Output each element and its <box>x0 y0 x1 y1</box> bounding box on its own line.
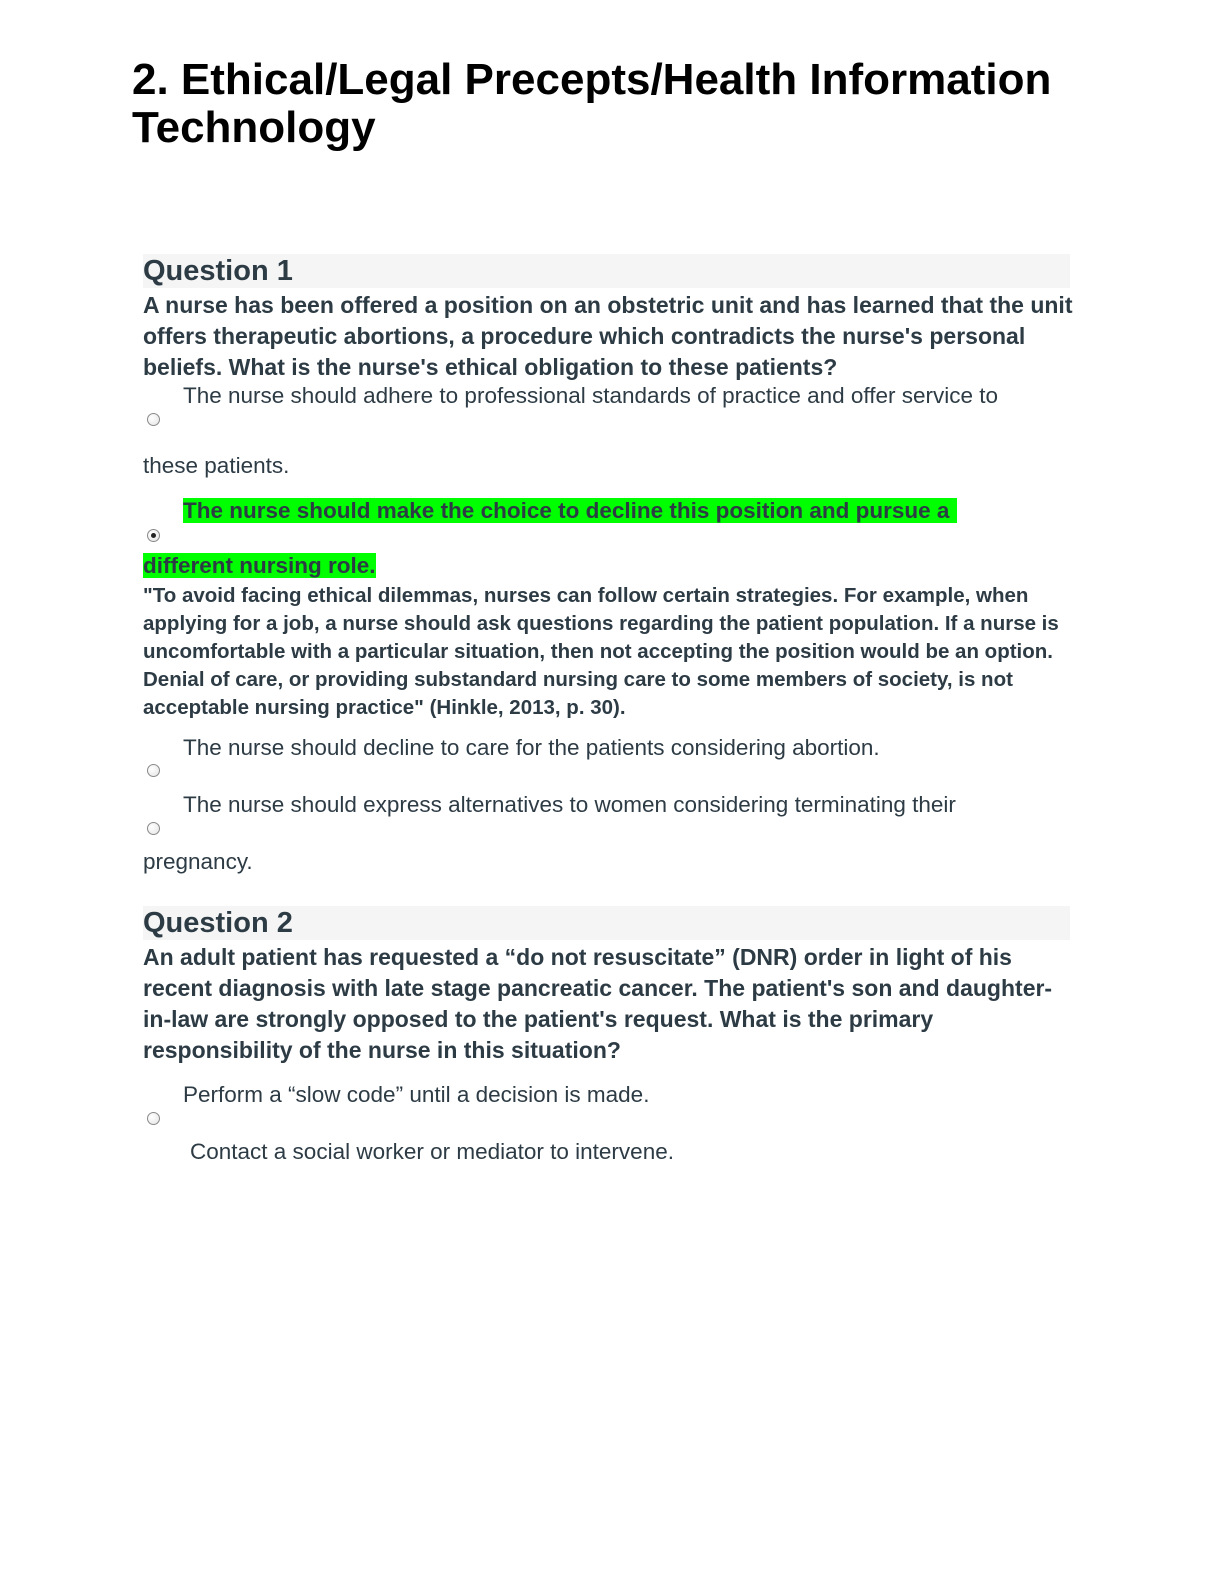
q1-answer-b-text <box>183 497 957 525</box>
q1-answer-b-radio[interactable] <box>147 529 160 542</box>
page-title: 2. Ethical/Legal Precepts/Health Information Technology <box>132 55 1052 152</box>
q1-answer-b-text-cont <box>143 552 376 580</box>
question-2-label: Question 2 <box>143 907 293 939</box>
q1-feedback: "To avoid facing ethical dilemmas, nurses can follow certain strategies. For example, when applying for a job, a nurse should ask questions regarding the patient population. If a nurse is uncomfortable with a particular situation, then not accepting the position would be an option. Denial of care, or providing substandard nursing care to some members of society, is not acceptable nursing practice" (Hinkle, 2013, p. 30). <box>143 584 1059 719</box>
question-2-text: An adult patient has requested a “do not resuscitate” (DNR) order in light of his recent diagnosis with late stage pancreatic cancer. The patient's son and daughter-in-law are strongly opposed to the patient's request. What is the primary responsibility of the nurse in this situation? <box>143 944 1053 1063</box>
q1-answer-b-highlight-cont: different nursing role. <box>143 553 376 578</box>
q1-answer-c-text: The nurse should decline to care for the patients considering abortion. <box>183 735 880 760</box>
q1-answer-d-radio[interactable] <box>147 822 160 835</box>
q2-answer-b-text: Contact a social worker or mediator to intervene. <box>190 1139 674 1164</box>
q2-answer-a-text: Perform a “slow code” until a decision is made. <box>183 1082 650 1107</box>
q1-answer-c-radio[interactable] <box>147 764 160 777</box>
q1-answer-a-text-cont: these patients. <box>143 453 290 478</box>
question-1-text: A nurse has been offered a position on an obstetric unit and has learned that the unit offers therapeutic abortions, a procedure which contradicts the nurse's personal beliefs. What is the nurse's ethical obligation to these patients? <box>143 292 1073 380</box>
q1-answer-a-text: The nurse should adhere to professional standards of practice and offer service to <box>183 383 999 408</box>
q1-answer-a-radio[interactable] <box>147 413 160 426</box>
question-1-label: Question 1 <box>143 255 293 287</box>
q1-answer-d-text-cont: pregnancy. <box>143 849 253 874</box>
q1-answer-b-highlight: The nurse should make the choice to decline this position and pursue a <box>183 498 957 523</box>
q1-answer-d-text: The nurse should express alternatives to women considering terminating their <box>183 792 956 817</box>
q2-answer-a-radio[interactable] <box>147 1112 160 1125</box>
